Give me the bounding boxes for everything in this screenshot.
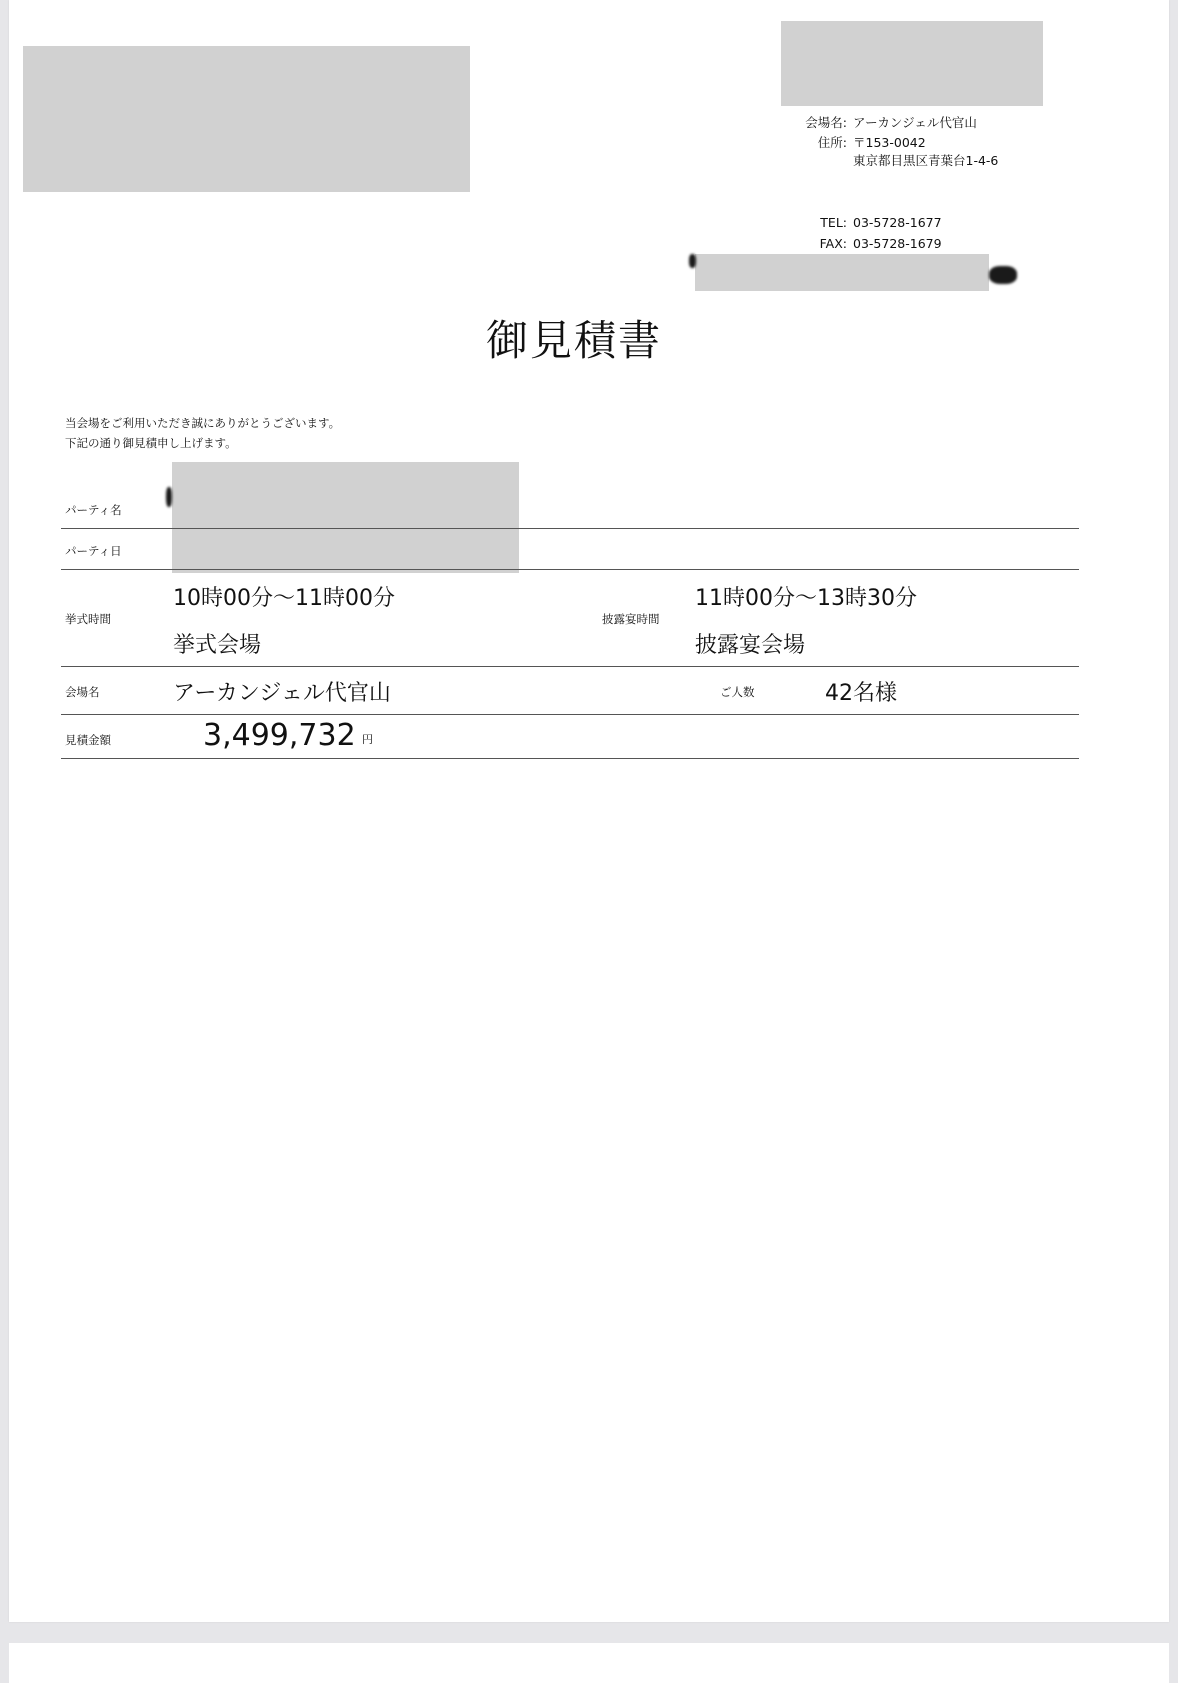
redacted-header-block xyxy=(781,21,1043,106)
divider xyxy=(61,714,1079,715)
divider xyxy=(61,758,1079,759)
redaction-scribble xyxy=(689,254,696,268)
address: 東京都目黒区青葉台1-4-6 xyxy=(853,153,999,168)
redacted-party-details xyxy=(172,462,519,573)
fax-label: FAX: xyxy=(819,236,847,251)
address-label: 住所: xyxy=(817,135,847,150)
venue-label: 会場名 xyxy=(65,685,100,699)
ceremony-venue: 挙式会場 xyxy=(173,633,262,658)
reception-time-label: 披露宴時間 xyxy=(602,612,660,626)
tel-number: 03-5728-1677 xyxy=(853,215,942,230)
venue-name: アーカンジェル代官山 xyxy=(853,115,977,130)
ceremony-time: 10時00分〜11時00分 xyxy=(173,586,395,611)
guests-label: ご人数 xyxy=(720,685,755,699)
greeting-line-1: 当会場をご利用いただき誠にありがとうございます。 xyxy=(65,416,341,430)
amount-label: 見積金額 xyxy=(65,733,111,747)
party-date-label: パーティ日 xyxy=(65,544,122,558)
redaction-scribble xyxy=(989,266,1017,284)
guest-count: 42名様 xyxy=(825,681,897,706)
divider xyxy=(61,666,1079,667)
greeting-line-2: 下記の通り御見積申し上げます。 xyxy=(65,436,237,450)
divider xyxy=(61,569,1079,570)
fax-number: 03-5728-1679 xyxy=(853,236,942,251)
postal-code: 〒153-0042 xyxy=(853,135,926,150)
reception-time: 11時00分〜13時30分 xyxy=(695,586,917,611)
ceremony-time-label: 挙式時間 xyxy=(65,612,111,626)
redaction-scribble xyxy=(166,487,172,507)
next-page-edge xyxy=(9,1643,1169,1683)
estimate-amount: 3,499,732 xyxy=(203,718,356,753)
tel-label: TEL: xyxy=(820,215,847,230)
document-page xyxy=(9,0,1169,1622)
party-name-label: パーティ名 xyxy=(65,503,122,517)
page-title: 御見積書 xyxy=(485,316,662,365)
venue-name-value: アーカンジェル代官山 xyxy=(173,681,391,706)
venue-label: 会場名: xyxy=(805,115,847,130)
redacted-logo-block xyxy=(23,46,470,192)
currency-unit: 円 xyxy=(362,733,373,746)
divider xyxy=(61,528,1079,529)
reception-venue: 披露宴会場 xyxy=(695,633,806,658)
venue-info xyxy=(777,113,1037,263)
